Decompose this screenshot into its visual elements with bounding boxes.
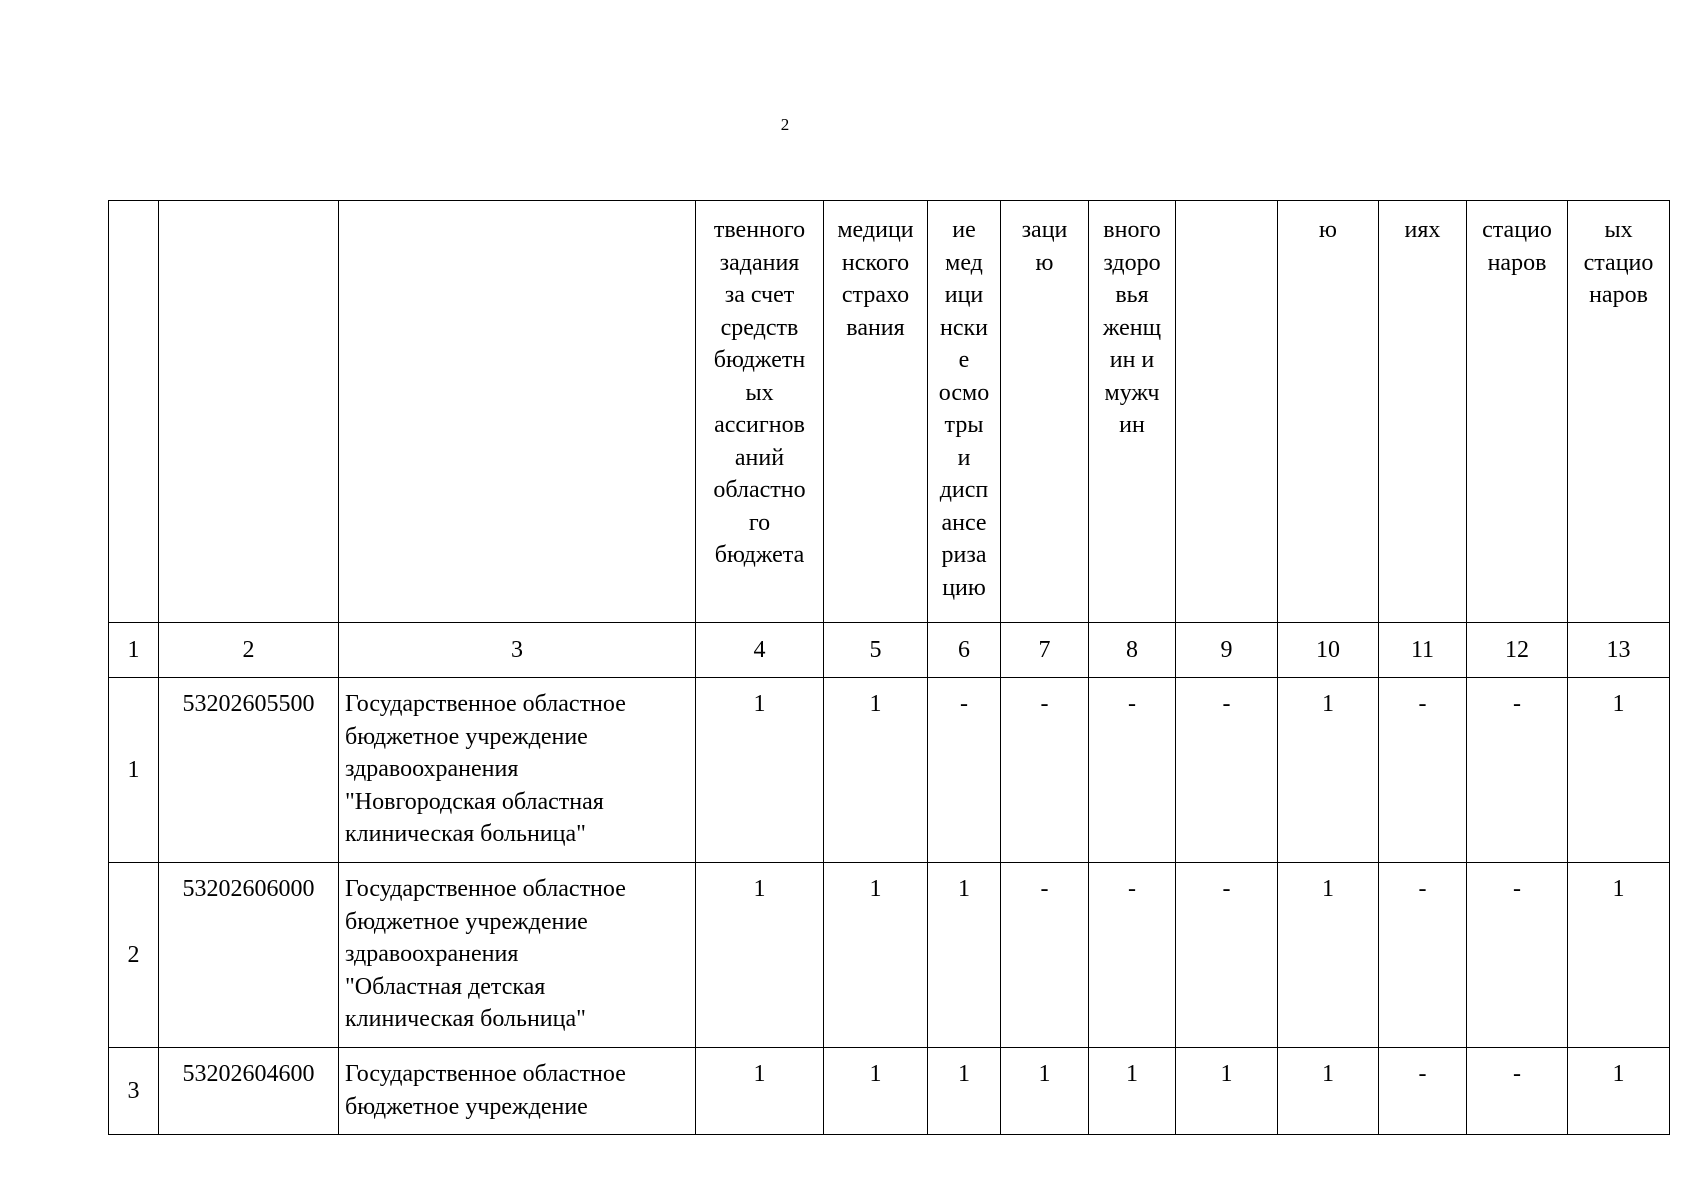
header-cell — [109, 201, 159, 623]
value-cell: 1 — [1568, 1048, 1670, 1135]
header-cell: ю — [1278, 201, 1379, 623]
value-cell: - — [1001, 678, 1089, 863]
column-number: 4 — [696, 623, 824, 678]
header-row — [109, 201, 1670, 623]
table-row — [109, 1048, 1670, 1135]
value-cell: - — [1001, 863, 1089, 1048]
column-number-row — [109, 623, 1670, 678]
value-cell: 1 — [928, 863, 1001, 1048]
column-number: 3 — [339, 623, 696, 678]
header-cell: стацио наров — [1467, 201, 1568, 623]
oktmo-code: 53202606000 — [159, 863, 339, 1048]
value-cell: - — [1379, 1048, 1467, 1135]
value-cell: - — [1379, 678, 1467, 863]
column-number: 8 — [1089, 623, 1176, 678]
value-cell: 1 — [824, 678, 928, 863]
value-cell: 1 — [1278, 863, 1379, 1048]
value-cell: - — [928, 678, 1001, 863]
column-number: 12 — [1467, 623, 1568, 678]
page-number: 2 — [780, 115, 790, 134]
header-cell: ие мед ици нски е осмо тры и дисп ансе риза цию — [928, 201, 1001, 623]
value-cell: - — [1379, 863, 1467, 1048]
institutions-table — [108, 200, 1670, 1135]
column-number: 7 — [1001, 623, 1089, 678]
institution-name: Государственное областное бюджетное учреждение здравоохранения "Областная детская клиническая больница" — [339, 863, 696, 1048]
value-cell: - — [1089, 678, 1176, 863]
header-cell: иях — [1379, 201, 1467, 623]
value-cell: 1 — [1278, 678, 1379, 863]
column-number: 2 — [159, 623, 339, 678]
table-row — [109, 863, 1670, 1048]
header-cell — [159, 201, 339, 623]
column-number: 1 — [109, 623, 159, 678]
value-cell: - — [1467, 863, 1568, 1048]
value-cell: 1 — [824, 863, 928, 1048]
header-cell — [339, 201, 696, 623]
value-cell: 1 — [824, 1048, 928, 1135]
value-cell: 1 — [1568, 863, 1670, 1048]
value-cell: 1 — [696, 1048, 824, 1135]
value-cell: - — [1176, 678, 1278, 863]
column-number: 10 — [1278, 623, 1379, 678]
value-cell: 1 — [1568, 678, 1670, 863]
value-cell: - — [1467, 678, 1568, 863]
column-number: 9 — [1176, 623, 1278, 678]
header-cell: ых стацио наров — [1568, 201, 1670, 623]
value-cell: 1 — [1001, 1048, 1089, 1135]
oktmo-code: 53202604600 — [159, 1048, 339, 1135]
column-number: 5 — [824, 623, 928, 678]
value-cell: - — [1089, 863, 1176, 1048]
header-cell: медици нского страхо вания — [824, 201, 928, 623]
header-cell — [1176, 201, 1278, 623]
column-number: 11 — [1379, 623, 1467, 678]
oktmo-code: 53202605500 — [159, 678, 339, 863]
column-number: 13 — [1568, 623, 1670, 678]
row-number: 3 — [109, 1048, 159, 1135]
header-cell: вного здоро вья женщ ин и мужч ин — [1089, 201, 1176, 623]
row-number: 2 — [109, 863, 159, 1048]
institution-name: Государственное областное бюджетное учреждение здравоохранения "Новгородская областная клиническая больница" — [339, 678, 696, 863]
value-cell: 1 — [696, 678, 824, 863]
table-row — [109, 678, 1670, 863]
header-cell: твенного задания за счет средств бюджетн ых ассигнов аний областно го бюджета — [696, 201, 824, 623]
value-cell: - — [1467, 1048, 1568, 1135]
column-number: 6 — [928, 623, 1001, 678]
value-cell: 1 — [1176, 1048, 1278, 1135]
value-cell: 1 — [1278, 1048, 1379, 1135]
institution-name: Государственное областное бюджетное учреждение — [339, 1048, 696, 1135]
value-cell: - — [1176, 863, 1278, 1048]
value-cell: 1 — [696, 863, 824, 1048]
value-cell: 1 — [928, 1048, 1001, 1135]
value-cell: 1 — [1089, 1048, 1176, 1135]
header-cell: заци ю — [1001, 201, 1089, 623]
row-number: 1 — [109, 678, 159, 863]
